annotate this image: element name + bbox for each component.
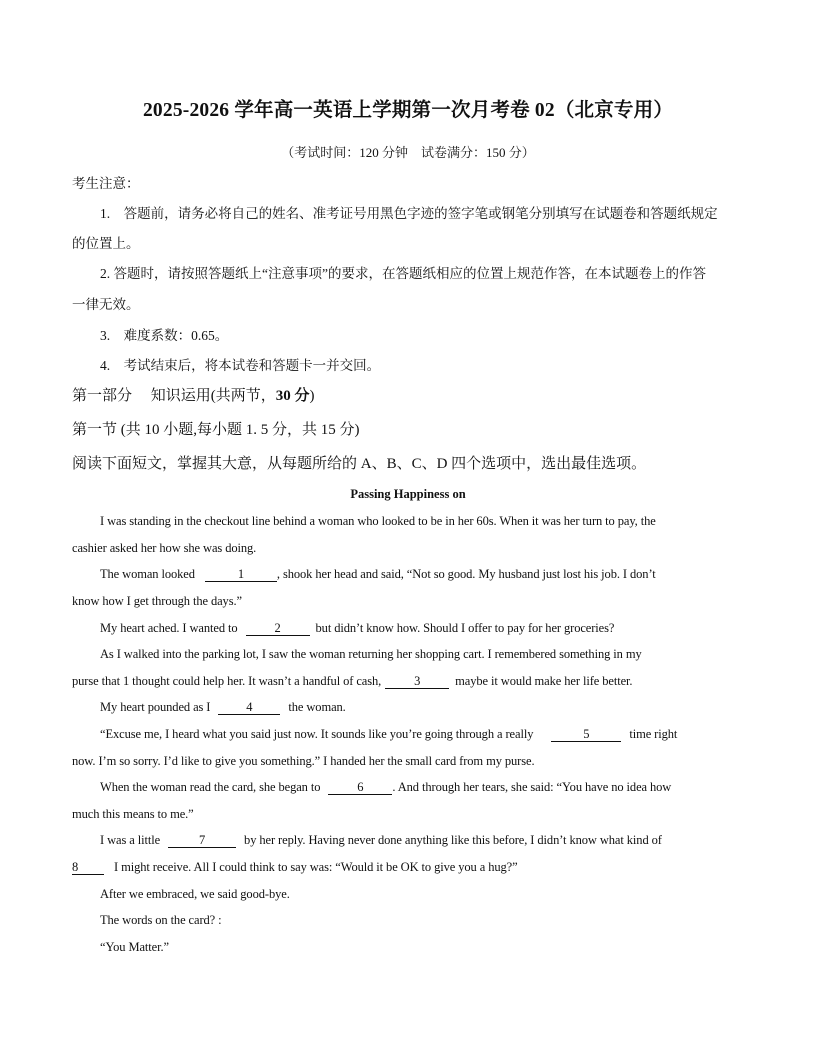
passage-line: “You Matter.” bbox=[100, 940, 169, 954]
passage-line bbox=[100, 621, 614, 636]
notice-item-2-cont: 一律无效。 bbox=[72, 297, 140, 312]
passage-text: When the woman read the card, she began to bbox=[100, 780, 321, 794]
answer-blank-5: 5 bbox=[551, 728, 621, 742]
passage-line bbox=[100, 567, 656, 582]
answer-blank-8: 8 bbox=[72, 861, 104, 875]
notice-item-3: 3. 难度系数：0.65。 bbox=[100, 328, 229, 343]
passage-line: The words on the card? : bbox=[100, 913, 222, 927]
passage-text: My heart pounded as I bbox=[100, 700, 211, 714]
answer-blank-7: 7 bbox=[168, 834, 236, 848]
passage-line bbox=[100, 700, 346, 715]
part-one-label: 第一部分 知识运用(共两节， bbox=[72, 388, 276, 404]
passage-line: know how I get through the days.” bbox=[72, 594, 242, 608]
passage-line bbox=[72, 860, 518, 875]
section-one-heading: 第一节 (共 10 小题,每小题 1. 5 分，共 15 分) bbox=[72, 422, 360, 438]
notice-heading: 考生注意： bbox=[72, 176, 140, 191]
answer-blank-6: 6 bbox=[328, 781, 392, 795]
passage-text: maybe it would make her life better. bbox=[455, 674, 633, 688]
passage-line bbox=[72, 674, 632, 689]
notice-item-1-cont: 的位置上。 bbox=[72, 236, 140, 251]
passage-line bbox=[100, 727, 744, 742]
passage-text: by her reply. Having never done anything like this before, I didn’t know what kind of bbox=[244, 833, 662, 847]
passage-text: the woman. bbox=[288, 700, 346, 714]
passage-line: As I walked into the parking lot, I saw the woman returning her shopping cart. I remembered something in my bbox=[100, 647, 642, 661]
passage-text: , shook her head and said, “Not so good. My husband just lost his job. I don’t bbox=[276, 567, 656, 581]
passage-line: I was standing in the checkout line behind a woman who looked to be in her 60s. When it was her turn to pay, the bbox=[100, 514, 656, 528]
notice-item-2: 2. 答题时，请按照答题纸上“注意事项”的要求，在答题纸相应的位置上规范作答，在本试题卷上的作答 bbox=[100, 266, 706, 281]
passage-text: purse that 1 thought could help her. It wasn’t a handful of cash, bbox=[72, 674, 382, 688]
answer-blank-1: 1 bbox=[205, 568, 277, 582]
part-one-close: ) bbox=[309, 388, 315, 404]
notice-item-1: 1. 答题前，请务必将自己的姓名、准考证号用黑色字迹的签字笔或钢笔分别填写在试题卷和答题纸规定 bbox=[100, 206, 718, 221]
passage-line: much this means to me.” bbox=[72, 807, 194, 821]
passage-text: but didn’t know how. Should I offer to pay for her groceries? bbox=[315, 621, 615, 635]
passage-line: cashier asked her how she was doing. bbox=[72, 541, 257, 555]
passage-text: time right bbox=[629, 727, 678, 741]
passage-text: . And through her tears, she said: “You have no idea how bbox=[392, 780, 672, 794]
answer-blank-2: 2 bbox=[246, 622, 310, 636]
passage-title: Passing Happiness on bbox=[350, 487, 466, 501]
passage-line: After we embraced, we said good-bye. bbox=[100, 887, 290, 901]
part-one-score: 30 分 bbox=[275, 388, 310, 404]
passage-line bbox=[100, 780, 671, 795]
notice-item-4: 4. 考试结束后，将本试卷和答题卡一并交回。 bbox=[100, 358, 381, 373]
passage-text: My heart ached. I wanted to bbox=[100, 621, 238, 635]
answer-blank-4: 4 bbox=[218, 701, 280, 715]
passage-text: The woman looked bbox=[100, 567, 195, 581]
page-title: 2025-2026 学年高一英语上学期第一次月考卷 02（北京专用） bbox=[142, 100, 674, 121]
section-one-instruction: 阅读下面短文，掌握其大意，从每题所给的 A、B、C、D 四个选项中，选出最佳选项。 bbox=[72, 456, 647, 472]
passage-text: I was a little bbox=[100, 833, 161, 847]
passage-text: I might receive. All I could think to say was: “Would it be OK to give you a hug?” bbox=[114, 860, 518, 874]
exam-info: （考试时间：120 分钟 试卷满分：150 分） bbox=[281, 145, 535, 160]
passage-line bbox=[100, 833, 662, 848]
answer-blank-3: 3 bbox=[385, 675, 449, 689]
part-one-heading bbox=[72, 384, 315, 405]
passage-text: “Excuse me, I heard what you said just now. It sounds like you’re going through a really bbox=[100, 727, 534, 741]
passage-line: now. I’m so sorry. I’d like to give you something.” I handed her the small card from my purse. bbox=[72, 754, 535, 768]
